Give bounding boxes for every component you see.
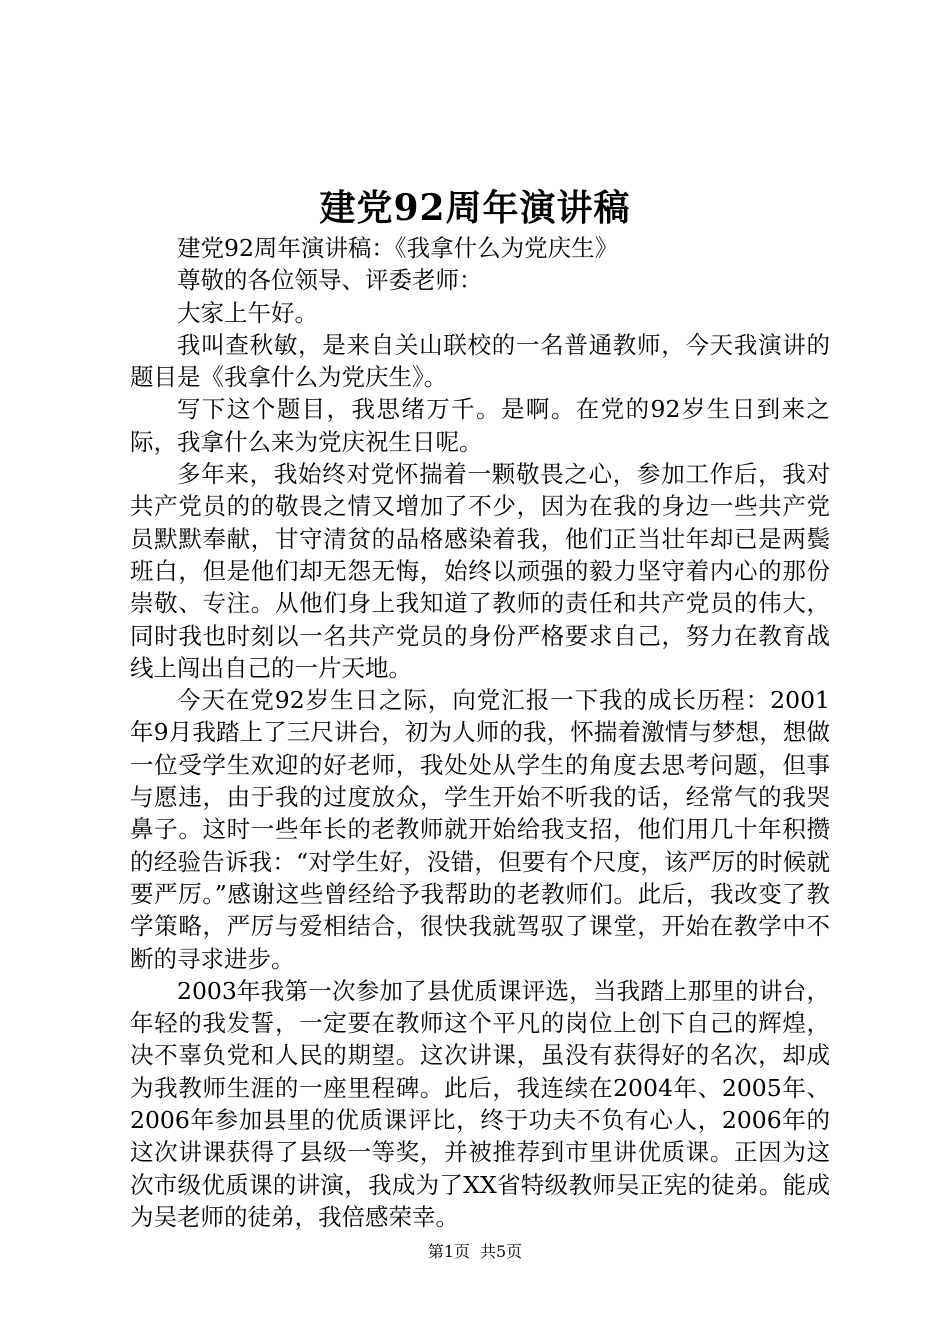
document-title: 建党92周年演讲稿: [319, 187, 631, 229]
paragraph-topic: 写下这个题目，我思绪万千。是啊。在党的92岁生日到来之际，我拿什么来为党庆祝生日呢。: [130, 395, 830, 456]
page-footer: [0, 1240, 950, 1264]
document-body: [130, 232, 830, 1233]
page-total: 共5页: [480, 1242, 523, 1261]
paragraph-respect: 多年来，我始终对党怀揣着一颗敬畏之心，参加工作后，我对共产党员的的敬畏之情又增加了不少，因为在我的身边一些共产党员默默奉献，甘守清贫的品格感染着我，他们正当壮年却已是两鬓班白，但是他们却无怨无悔，始终以顽强的毅力坚守着内心的那份崇敬、专注。从他们身上我知道了教师的责任和共产党员的伟大，同时我也时刻以一名共产党员的身份严格要求自己，努力在教育战线上闯出自己的一片天地。: [130, 460, 830, 682]
page-number: 第1页: [427, 1242, 470, 1261]
paragraph-introduction: 我叫查秋敏，是来自关山联校的一名普通教师，今天我演讲的题目是《我拿什么为党庆生》。: [130, 330, 830, 392]
paragraph-salutation: 尊敬的各位领导、评委老师：: [177, 266, 483, 295]
paragraph-greeting: 大家上午好。: [177, 298, 318, 327]
paragraph-growth: 今天在党92岁生日之际，向党汇报一下我的成长历程：2001年9月我踏上了三尺讲台，初为人师的我，怀揣着激情与梦想，想做一位受学生欢迎的好老师，我处处从学生的角度去思考问题，但事与愿违，由于我的过度放众，学生开始不听我的话，经常气的我哭鼻子。这时一些年长的老教师就开始给我支招，他们用几十年积攒的经验告诉我：“对学生好，没错，但要有个尺度，该严厉的时候就要严厉。”感谢这些曾经给予我帮助的老教师们。此后，我改变了教学策略，严厉与爱相结合，很快我就驾驭了课堂，开始在教学中不断的寻求进步。: [130, 686, 830, 973]
paragraph-subtitle: 建党92周年演讲稿：《我拿什么为党庆生》: [177, 234, 619, 262]
paragraph-competition: 2003年我第一次参加了县优质课评选，当我踏上那里的讲台，年轻的我发誓，一定要在教师这个平凡的岗位上创下自己的辉煌，决不辜负党和人民的期望。这次讲课，虽没有获得好的名次，却成为我教师生涯的一座里程碑。此后，我连续在2004年、2005年、2006年参加县里的优质课评比，终于功夫不负有心人，2006年的这次讲课获得了县级一等奖，并被推荐到市里讲优质课。正因为这次市级优质课的讲演，我成为了XX省特级教师吴正宪的徒弟。能成为吴老师的徒弟，我倍感荣幸。: [130, 976, 830, 1231]
